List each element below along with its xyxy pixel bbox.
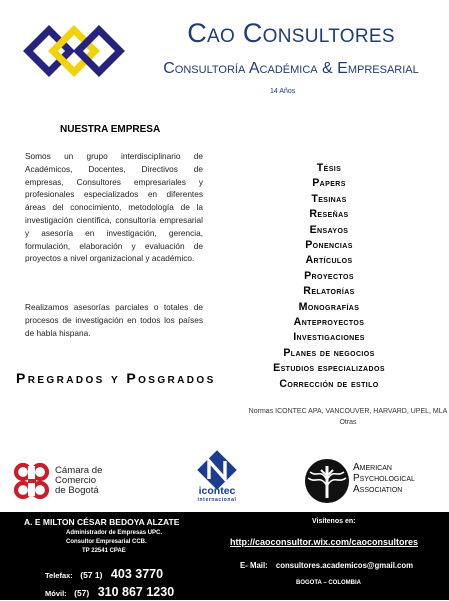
service-item: Monografías: [298, 300, 360, 313]
company-name: Cao Consultores: [187, 18, 395, 48]
ccb-logo-text: Cámara de Comercio de Bogotá: [55, 465, 103, 496]
service-item: Planes de negocios: [283, 346, 375, 359]
email-link[interactable]: consultores.academicos@gmail.com: [275, 561, 414, 570]
apa-logo-icon: [304, 458, 350, 504]
service-item: Tésis: [316, 162, 342, 174]
contact-role-2: Consultor Empresarial CCB.: [66, 539, 147, 545]
telefax-row: [45, 565, 163, 583]
visit-label: Visítenos en:: [312, 518, 356, 525]
company-subtitle: Consultoría Académica & Empresarial: [163, 60, 419, 77]
years-badge: 14 Años: [270, 88, 296, 95]
telefax-label: Telefax:: [45, 571, 73, 580]
movil-code: (57): [74, 588, 90, 598]
movil-number[interactable]: 310 867 1230: [97, 585, 175, 599]
movil-row: [45, 583, 174, 601]
about-paragraph-2: Realizamos asesorías parciales o totales de procesos de investigación en todos los países de habla hispana.: [25, 302, 203, 338]
service-item: Estudios especializados: [273, 362, 385, 375]
cao-consultores-logo: [22, 16, 126, 86]
about-paragraph-1: Somos un grupo interdisciplinario de Académicos, Docentes, Directivos de empresas, Consultores empresariales y profesionales especializados en diferentes áreas del conocimiento, metodología de la investigación científica, consultoría empresarial y asesoría en investigación, gerencia, formulación, elaboración y evaluación de proyectos a nivel organizacional y académico.: [25, 151, 203, 264]
movil-label: Móvil:: [45, 589, 67, 598]
website-link[interactable]: http://caoconsultor.wix.com/caoconsultores: [230, 537, 419, 547]
levels-heading: Pregrados y Posgrados: [16, 370, 216, 386]
norms-note: [240, 406, 449, 428]
service-item: Tesinas: [311, 192, 347, 205]
service-item: Artículos: [305, 254, 353, 267]
apa-logo-text: American Psychological Association: [353, 462, 415, 495]
email-label: E- Mail:: [240, 561, 268, 570]
norms-line-2: Otras: [339, 419, 357, 426]
telefax-code: (57 1): [80, 570, 103, 580]
city-text: BOGOTA – COLOMBIA: [296, 580, 361, 586]
service-item: Corrección de estilo: [279, 377, 379, 390]
service-item: Reseñas: [309, 208, 349, 221]
service-item: Proyectos: [304, 269, 354, 282]
icontec-logo-text: icontec internacional: [197, 485, 237, 503]
service-item: Ponencias: [305, 239, 353, 252]
telefax-number[interactable]: 403 3770: [110, 567, 164, 581]
services-list: [226, 161, 432, 392]
contact-name: A. E MILTON CÉSAR BEDOYA ALZATE: [24, 517, 180, 527]
service-item: Investigaciones: [293, 331, 365, 344]
contact-registration: TP 22541 CPAE: [82, 548, 126, 554]
service-item: Papers: [312, 177, 346, 190]
service-item: Anteproyectos: [293, 316, 365, 329]
service-item: Ensayos: [309, 223, 349, 236]
email-row: [240, 561, 413, 570]
contact-role-1: Administrador de Empresas UPC.: [66, 530, 163, 536]
service-item: Relatorías: [303, 285, 355, 298]
section-title: NUESTRA EMPRESA: [60, 124, 161, 135]
norms-line-1: Normas ICONTEC APA, VANCOUVER, HARVARD, UPEL, MLA: [248, 408, 448, 415]
